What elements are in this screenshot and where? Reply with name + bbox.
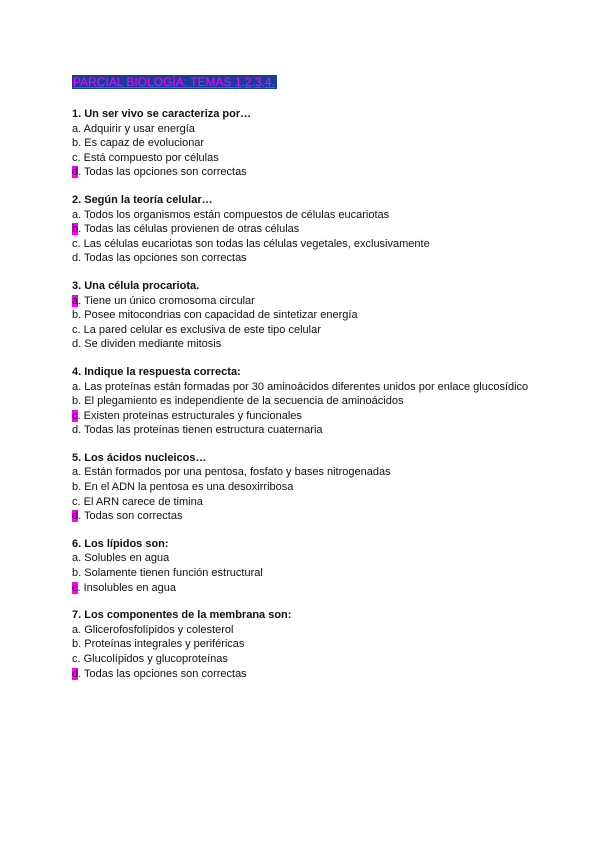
question-title: 2. Según la teoría celular… xyxy=(72,193,213,206)
answer-option-c xyxy=(72,581,552,596)
option-letter: b xyxy=(72,137,79,150)
question-6 xyxy=(72,537,552,595)
document-page xyxy=(72,73,552,694)
answer-option-d xyxy=(72,165,552,180)
option-text: . La pared celular es exclusiva de este tipo celular xyxy=(77,323,321,336)
option-letter: d xyxy=(72,424,79,437)
option-text: . Todas las opciones son correctas xyxy=(78,667,247,680)
option-text: . Las células eucariotas son todas las células vegetales, exclusivamente xyxy=(77,237,430,250)
answer-option-c xyxy=(72,495,552,510)
option-text: . Todas las opciones son correctas xyxy=(78,166,247,179)
answer-option-b xyxy=(72,637,552,652)
question-7 xyxy=(72,608,552,681)
question-3 xyxy=(72,279,552,352)
document-title: PARCIAL BIOLOGÌA: TEMAS 1,2,3,4. xyxy=(73,75,275,89)
correct-answer-marker: a xyxy=(72,294,79,307)
option-text: . Todas las células provienen de otras células xyxy=(78,223,300,236)
option-text: . Se dividen mediante mitosis xyxy=(78,338,222,351)
option-letter: d xyxy=(72,252,79,265)
option-text: . Todas las opciones son correctas xyxy=(78,252,247,265)
option-letter: a xyxy=(72,466,79,479)
option-letter: b xyxy=(72,309,79,322)
question-4 xyxy=(72,365,552,438)
correct-answer-marker: c xyxy=(72,409,78,422)
answer-option-d xyxy=(72,251,552,266)
correct-answer-marker: c xyxy=(72,581,78,594)
answer-option-a xyxy=(72,551,552,566)
answer-option-b xyxy=(72,394,552,409)
option-letter: b xyxy=(72,481,79,494)
option-letter: c xyxy=(72,151,78,164)
option-letter: a xyxy=(72,552,79,565)
answer-option-c xyxy=(72,237,552,252)
option-letter: b xyxy=(72,395,79,408)
answer-option-d xyxy=(72,509,552,524)
option-text: . Existen proteínas estructurales y funcionales xyxy=(77,409,302,422)
answer-option-d xyxy=(72,337,552,352)
option-letter: b xyxy=(72,638,79,651)
option-letter: d xyxy=(72,338,79,351)
answer-option-b xyxy=(72,308,552,323)
answer-option-a xyxy=(72,208,552,223)
option-letter: c xyxy=(72,495,78,508)
question-list xyxy=(72,107,552,681)
option-letter: c xyxy=(72,237,78,250)
question-1 xyxy=(72,107,552,180)
answer-option-b xyxy=(72,222,552,237)
question-title: 5. Los ácidos nucleicos… xyxy=(72,451,207,464)
option-text: . Todas las proteínas tienen estructura cuaternaria xyxy=(78,424,323,437)
answer-option-a xyxy=(72,465,552,480)
option-text: . Tiene un único cromosoma circular xyxy=(78,294,255,307)
answer-option-d xyxy=(72,423,552,438)
option-text: . El ARN carece de timina xyxy=(77,495,203,508)
option-text: . Insolubles en agua xyxy=(77,581,176,594)
option-text: . Todas son correctas xyxy=(78,510,183,523)
correct-answer-marker: d xyxy=(72,667,79,680)
correct-answer-marker: d xyxy=(72,166,79,179)
correct-answer-marker: d xyxy=(72,510,79,523)
option-letter: b xyxy=(72,567,79,580)
option-text: . Las proteínas están formadas por 30 aminoácidos diferentes unidos por enlace glucosídico xyxy=(78,380,529,393)
question-title: 3. Una célula procariota. xyxy=(72,279,200,292)
answer-option-b xyxy=(72,480,552,495)
option-text: . Está compuesto por células xyxy=(77,151,219,164)
option-text: . Todos los organismos están compuestos de células eucariotas xyxy=(78,208,390,221)
option-text: . Posee mitocondrias con capacidad de sintetizar energía xyxy=(78,309,358,322)
option-text: . Glicerofosfolípidos y colesterol xyxy=(78,623,234,636)
answer-option-b xyxy=(72,136,552,151)
option-letter: a xyxy=(72,122,79,135)
question-5 xyxy=(72,451,552,524)
answer-option-c xyxy=(72,409,552,424)
option-text: . Adquirir y usar energía xyxy=(78,122,195,135)
answer-option-c xyxy=(72,151,552,166)
option-text: . Proteínas integrales y periféricas xyxy=(78,638,245,651)
answer-option-a xyxy=(72,380,532,395)
question-title: 4. Indique la respuesta correcta: xyxy=(72,365,241,378)
option-text: . Están formados por una pentosa, fosfato y bases nitrogenadas xyxy=(78,466,391,479)
answer-option-a xyxy=(72,122,552,137)
answer-option-b xyxy=(72,566,552,581)
question-2 xyxy=(72,193,552,266)
option-letter: c xyxy=(72,323,78,336)
option-text: . Glucolípidos y glucoproteínas xyxy=(77,653,228,665)
answer-option-c xyxy=(72,323,552,338)
option-text: . En el ADN la pentosa es una desoxirribosa xyxy=(78,481,294,494)
question-title: 7. Los componentes de la membrana son: xyxy=(72,609,292,622)
correct-answer-marker: b xyxy=(72,223,79,236)
option-letter: a xyxy=(72,208,79,221)
option-letter: c xyxy=(72,653,78,665)
option-letter: a xyxy=(72,380,79,393)
question-title: 1. Un ser vivo se caracteriza por… xyxy=(72,108,252,120)
option-letter: a xyxy=(72,623,79,636)
option-text: . El plegamiento es independiente de la secuencia de aminoácidos xyxy=(78,395,404,408)
answer-option-c xyxy=(72,652,552,667)
option-text: . Solubles en agua xyxy=(78,552,170,565)
question-title: 6. Los lípidos son: xyxy=(72,537,169,550)
answer-option-a xyxy=(72,623,552,638)
option-text: . Solamente tienen función estructural xyxy=(78,567,263,580)
option-text: . Es capaz de evolucionar xyxy=(78,137,205,150)
answer-option-a xyxy=(72,294,552,309)
answer-option-d xyxy=(72,667,552,682)
